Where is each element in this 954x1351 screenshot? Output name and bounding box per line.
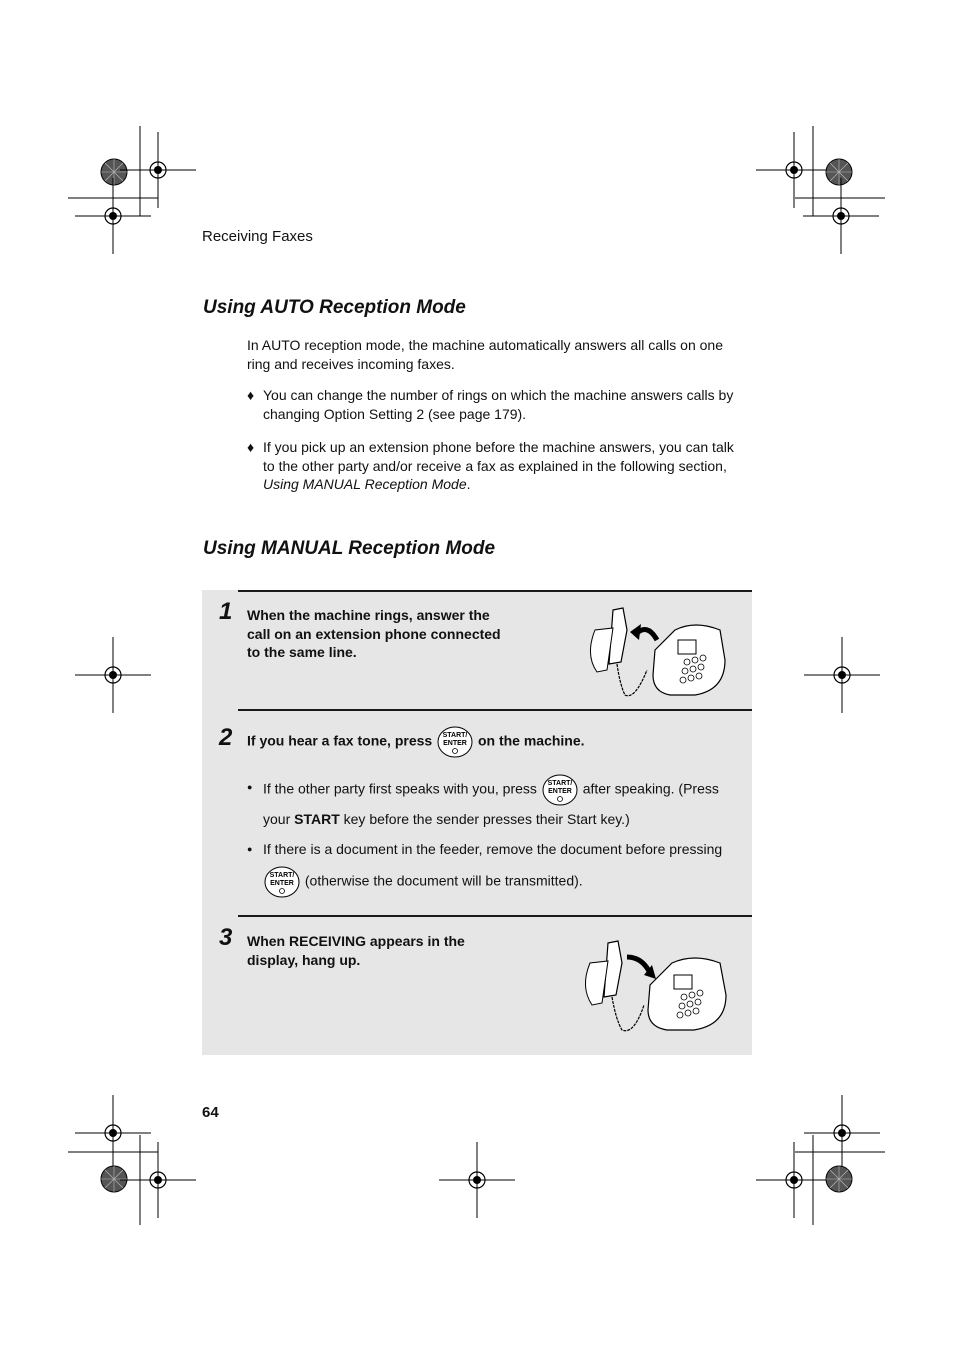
start-enter-key-icon	[541, 774, 579, 806]
auto-bullet-1: ♦ You can change the number of rings on which the machine answers calls by changing Option Setting 2 (see page 179).	[247, 387, 734, 422]
step-2-number: 2	[219, 724, 233, 751]
step-1-number: 1	[219, 598, 233, 625]
running-header: Receiving Faxes	[202, 228, 313, 245]
auto-bullet-2: ♦ If you pick up an extension phone before the machine answers, you can talk to the other party and/or receive a fax as explained in the following section, Using MANUAL Reception Mode.	[247, 439, 734, 492]
step-2-rule	[238, 709, 752, 711]
step-2-text: If you hear a fax tone, press START/ ENTER on the machine.	[247, 726, 585, 758]
step-3-text: When RECEIVING appears in the display, hang up.	[247, 933, 465, 968]
svg-text:START/: START/	[547, 780, 573, 787]
svg-text:START/: START/	[442, 732, 468, 739]
page-number: 64	[202, 1104, 219, 1121]
phone-pickup-illustration	[575, 600, 735, 705]
start-enter-key-icon	[436, 726, 474, 758]
start-enter-key-icon	[263, 866, 301, 898]
svg-text:ENTER: ENTER	[270, 880, 294, 887]
dot-bullet: ●	[247, 844, 253, 854]
step-3-rule	[238, 915, 752, 917]
diamond-bullet: ♦	[247, 387, 255, 403]
manual-section-title: Using MANUAL Reception Mode	[203, 538, 496, 559]
step-2-bullet-2: ● If there is a document in the feeder, remove the document before pressing START/ ENTER (otherwise the document will be transmitted).	[247, 838, 742, 898]
step-2-bullet-1: ● If the other party first speaks with you, press START/ ENTER after speaking. (Press your START key before the sender presses their Start key.)	[247, 774, 742, 833]
step-3-number: 3	[219, 924, 233, 951]
svg-text:ENTER: ENTER	[547, 788, 572, 795]
step-1-rule	[238, 590, 752, 592]
diamond-bullet: ♦	[247, 439, 255, 455]
dot-bullet: ●	[247, 782, 253, 792]
auto-section-title: Using AUTO Reception Mode	[203, 297, 466, 318]
auto-intro: In AUTO reception mode, the machine automatically answers all calls on one ring and receives incoming faxes.	[247, 337, 723, 372]
svg-text:ENTER: ENTER	[443, 740, 467, 747]
phone-hangup-illustration	[572, 935, 737, 1040]
step-1-text: When the machine rings, answer the call on an extension phone connected to the same line.	[247, 607, 501, 660]
svg-text:START/: START/	[269, 872, 295, 879]
